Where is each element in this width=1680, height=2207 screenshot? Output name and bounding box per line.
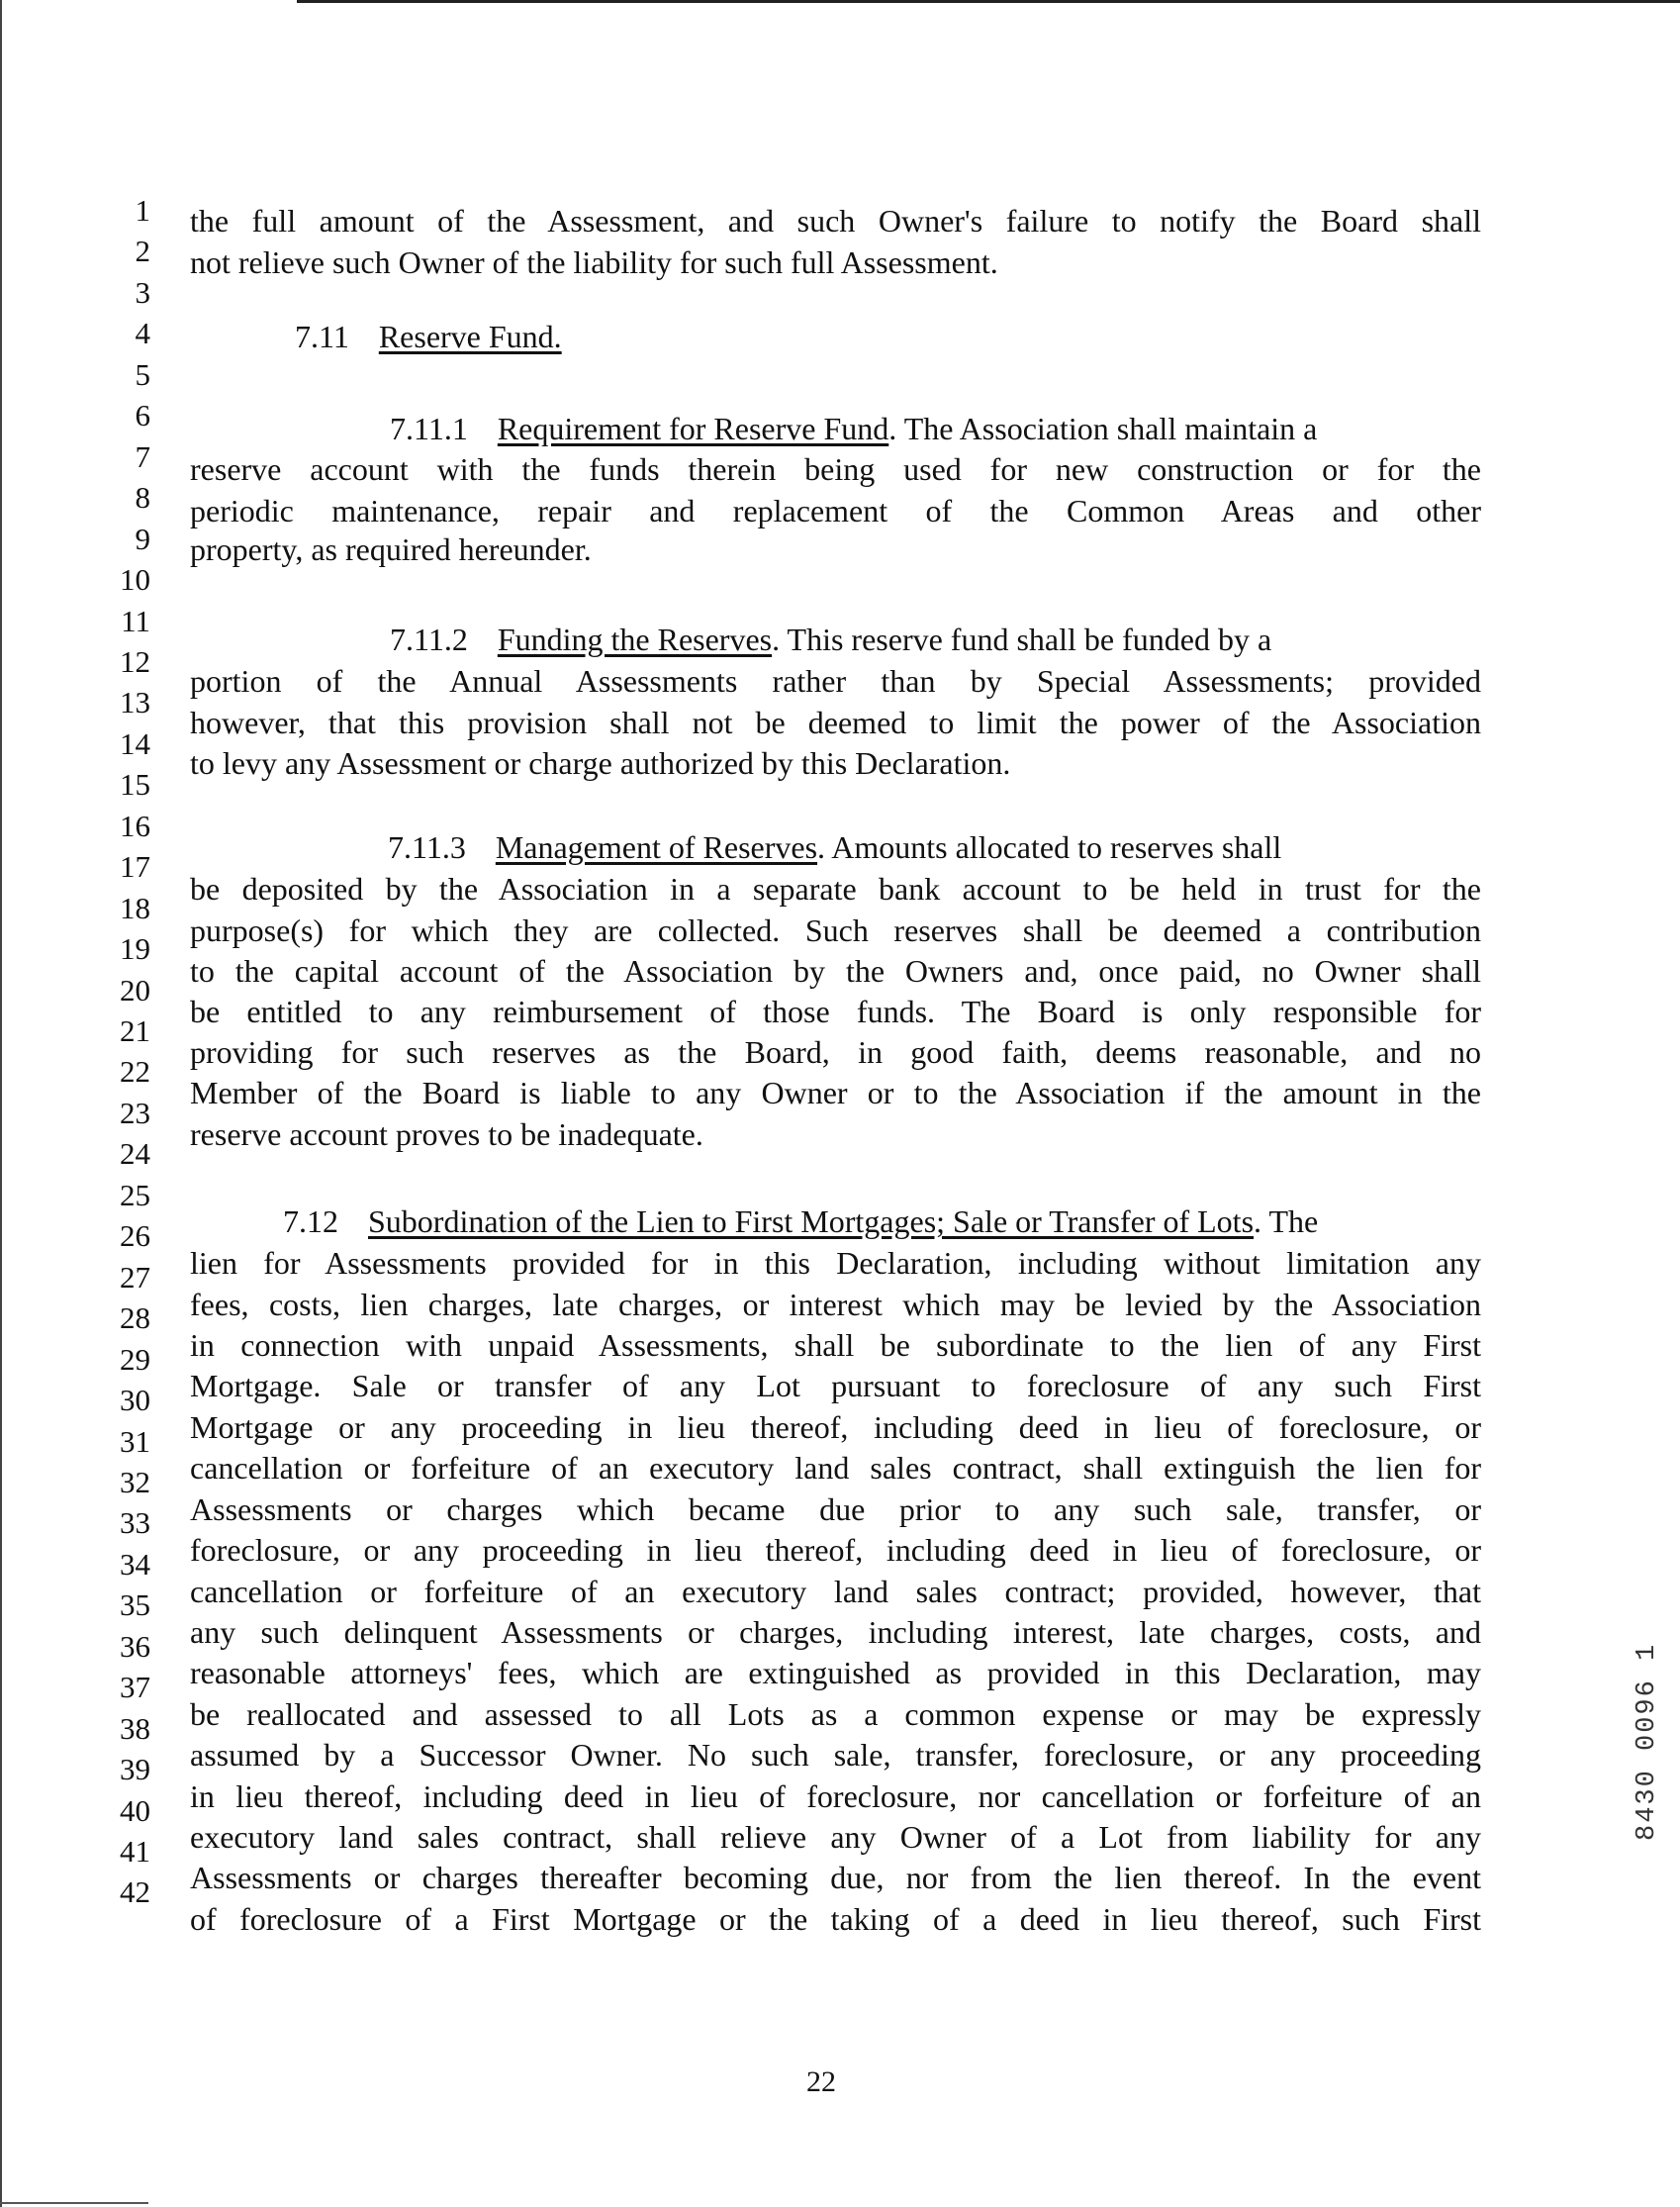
line-number: 12 (120, 643, 150, 679)
section-number: 7.11.3 (388, 829, 466, 865)
body-line: reserve account proves to be inadequate. (190, 1116, 703, 1152)
body-line: Assessments or charges thereafter becoming due, nor from the lien thereof. In the event (190, 1860, 1481, 1895)
line-number: 36 (120, 1628, 150, 1664)
section-number: 7.11.2 (390, 622, 468, 657)
body-line: be reallocated and assessed to all Lots as a common expense or may be expressly (190, 1696, 1481, 1732)
body-line: assumed by a Successor Owner. No such sale, transfer, foreclosure, or any proceeding (190, 1737, 1481, 1773)
line-number: 18 (120, 890, 150, 925)
line-number: 16 (120, 808, 150, 843)
body-line: to the capital account of the Association by the Owners and, once paid, no Owner shall (190, 953, 1481, 989)
body-line: Mortgage. Sale or transfer of any Lot pursuant to foreclosure of any such First (190, 1368, 1481, 1403)
section-7-12-heading (283, 1201, 1318, 1241)
section-number: 7.11 (295, 319, 349, 354)
body-line: however, that this provision shall not be deemed to limit the power of the Association (190, 705, 1481, 740)
line-number: 10 (120, 562, 150, 598)
body-line: portion of the Annual Assessments rather than by Special Assessments; provided (190, 663, 1481, 699)
body-line: in lieu thereof, including deed in lieu of foreclosure, nor cancellation or forfeiture of an (190, 1778, 1481, 1814)
line-number: 23 (120, 1095, 150, 1130)
line-number: 19 (120, 931, 150, 967)
line-number: 21 (120, 1013, 150, 1048)
line-number: 37 (120, 1670, 150, 1705)
line-number: 39 (120, 1752, 150, 1787)
section-number: 7.11.1 (390, 411, 468, 446)
line-number: 9 (135, 521, 150, 556)
bottom-border-rule (0, 2202, 148, 2204)
line-number: 24 (120, 1136, 150, 1172)
line-number: 8 (135, 480, 150, 516)
line-number: 20 (120, 972, 150, 1008)
section-first-line-text: . The Association shall maintain a (888, 411, 1318, 446)
section-7-11-1-heading (390, 409, 1317, 448)
line-number: 40 (120, 1792, 150, 1828)
line-number: 14 (120, 725, 150, 761)
left-page-edge (0, 0, 2, 2207)
line-number: 22 (120, 1054, 150, 1090)
line-number: 30 (120, 1383, 150, 1418)
section-title: Reserve Fund. (378, 319, 562, 354)
recording-stamp: 8430 0096 1 (1633, 1642, 1662, 1842)
body-line: Member of the Board is liable to any Owner or to the Association if the amount in the (190, 1075, 1481, 1110)
line-number: 34 (120, 1546, 150, 1582)
line-number: 1 (135, 193, 150, 228)
line-number: 27 (120, 1259, 150, 1295)
section-title: Management of Reserves (495, 829, 818, 865)
line-number: 38 (120, 1710, 150, 1746)
body-line: be entitled to any reimbursement of those funds. The Board is only responsible for (190, 994, 1481, 1029)
line-number: 35 (120, 1587, 150, 1623)
line-number: 17 (120, 849, 150, 885)
section-title: Requirement for Reserve Fund (497, 411, 889, 446)
line-number: 4 (135, 316, 150, 351)
body-line: executory land sales contract, shall relieve any Owner of a Lot from liability for any (190, 1819, 1481, 1855)
body-line: reserve account with the funds therein being used for new construction or for the (190, 451, 1481, 487)
body-line: providing for such reserves as the Board, in good faith, deems reasonable, and no (190, 1034, 1481, 1070)
section-7-11-heading (295, 317, 562, 356)
body-line: reasonable attorneys' fees, which are extinguished as provided in this Declaration, may (190, 1655, 1481, 1690)
body-line: any such delinquent Assessments or charges, including interest, late charges, costs, and (190, 1614, 1481, 1650)
line-number: 11 (121, 603, 150, 638)
line-number: 26 (120, 1218, 150, 1254)
line-number: 29 (120, 1341, 150, 1377)
body-line: in connection with unpaid Assessments, shall be subordinate to the lien of any First (190, 1327, 1481, 1363)
section-first-line-text: . The (1254, 1203, 1319, 1239)
section-7-11-2-heading (390, 620, 1271, 659)
line-number: 13 (120, 685, 150, 720)
line-number: 2 (135, 234, 150, 269)
section-first-line-text: . Amounts allocated to reserves shall (817, 829, 1282, 865)
line-number: 33 (120, 1505, 150, 1541)
section-7-11-3-heading (388, 827, 1281, 867)
body-line: property, as required hereunder. (190, 531, 592, 567)
section-title: Funding the Reserves (497, 622, 773, 657)
top-border-rule (297, 0, 1680, 3)
body-line: foreclosure, or any proceeding in lieu thereof, including deed in lieu of foreclosure, or (190, 1532, 1481, 1568)
body-line: of foreclosure of a First Mortgage or the taking of a deed in lieu thereof, such First (190, 1901, 1481, 1937)
line-number: 6 (135, 398, 150, 433)
body-line: fees, costs, lien charges, late charges, or interest which may be levied by the Association (190, 1287, 1481, 1322)
body-line: purpose(s) for which they are collected. Such reserves shall be deemed a contribution (190, 912, 1481, 948)
line-number: 15 (120, 767, 150, 803)
body-line: cancellation or forfeiture of an executory land sales contract, shall extinguish the lien for (190, 1450, 1481, 1486)
body-line: Mortgage or any proceeding in lieu thereof, including deed in lieu of foreclosure, or (190, 1409, 1481, 1445)
body-line: cancellation or forfeiture of an executory land sales contract; provided, however, that (190, 1574, 1481, 1609)
section-title: Subordination of the Lien to First Mortgages; Sale or Transfer of Lots (368, 1203, 1255, 1239)
body-line: be deposited by the Association in a separate bank account to be held in trust for the (190, 871, 1481, 907)
body-line: not relieve such Owner of the liability for such full Assessment. (190, 244, 998, 280)
line-number: 25 (120, 1177, 150, 1212)
line-number: 42 (120, 1874, 150, 1910)
section-first-line-text: . This reserve fund shall be funded by a (772, 622, 1272, 657)
line-number: 41 (120, 1834, 150, 1869)
body-line: Assessments or charges which became due prior to any such sale, transfer, or (190, 1491, 1481, 1527)
page-number: 22 (806, 2065, 836, 2098)
line-number: 3 (135, 274, 150, 310)
section-number: 7.12 (283, 1203, 338, 1239)
line-number: 32 (120, 1464, 150, 1499)
line-number: 31 (120, 1423, 150, 1459)
body-line: the full amount of the Assessment, and such Owner's failure to notify the Board shall (190, 203, 1481, 239)
body-line: to levy any Assessment or charge authorized by this Declaration. (190, 745, 1011, 781)
body-line: periodic maintenance, repair and replacement of the Common Areas and other (190, 493, 1481, 528)
body-line: lien for Assessments provided for in this Declaration, including without limitation any (190, 1245, 1481, 1281)
line-number: 28 (120, 1300, 150, 1336)
line-number: 7 (135, 438, 150, 474)
line-number: 5 (135, 356, 150, 392)
